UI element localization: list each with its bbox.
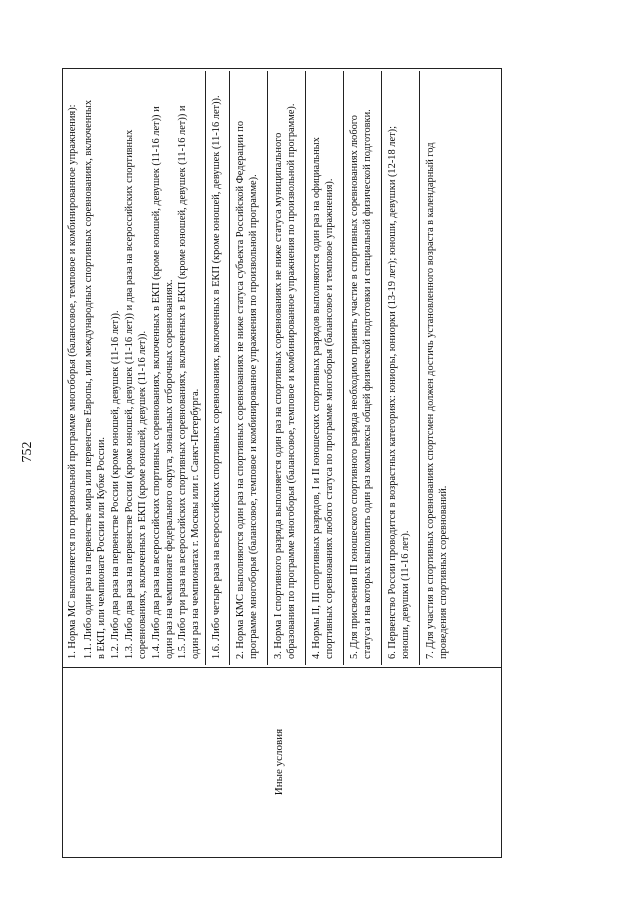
list-item: 7. Для участия в спортивных соревнованиях спортсмен должен достичь установленного возраста в календарный год проведения спортивных соревнований. [425, 142, 449, 659]
row-divider [205, 71, 206, 665]
list-item: 5. Для присвоения III юношеского спортивного разряда необходимо принять участие в спортивных соревнованиях любого статуса и на которых выполнить один раз комплексы общей физической подготовки и специальной физической подготовки. [349, 109, 373, 659]
list-item: 1.3. Либо два раза на первенстве России (кроме юношей, девушек (11-16 лет)) и два раза на всероссийских спортивных соревнованиях, включенных в ЕКП (кроме юношей, девушек (11-16 лет)). [124, 129, 148, 659]
list-item: 1.4. Либо два раза на всероссийских спортивных соревнованиях, включенных в ЕКП (кроме юношей, девушек (11-16 лет)) и один раз на чемпионате федерального округа, зональных отборочных соревнованиях. [151, 106, 175, 659]
list-item: 2. Норма КМС выполняются один раз на спортивных соревнованиях не ниже статуса субъекта Российской Федерации по программе многоборья (балансовое, темповое и комбинированное упражнения по произвольной программе). [235, 120, 259, 659]
row-divider [267, 71, 268, 665]
conditions-table [62, 68, 502, 858]
list-item: 1.2. Либо два раза на первенстве России (кроме юношей, девушек (11-16 лет)). [110, 310, 121, 659]
list-item: 4. Нормы II, III спортивных разрядов, I и II юношеских спортивных разрядов выполняются один раз на официальных спортивных соревнованиях любого статуса по программе многоборья (балансовое и темповое упражнения). [311, 137, 335, 659]
content-column [65, 73, 499, 665]
row-divider [305, 71, 306, 665]
list-item: 1. Норма МС выполняется по произвольной программе многоборья (балансовое, темповое и комбинированное упражнения): [67, 104, 78, 659]
list-item: 6. Первенство России проводится в возрастных категориях: юниоры, юниорки (13-19 лет); юноши, девушки (12-18 лет); юноши, девушки (11-16 лет). [387, 126, 411, 659]
list-item: 1.1. Либо один раз на первенстве мира или первенстве Европы, или международных спортивных соревнованиях, включенных в ЕКП, или чемпионате России или Кубке России. [83, 99, 107, 659]
list-item: 1.5. Либо три раза на всероссийских спортивных соревнованиях, включенных в ЕКП (кроме юношей, девушек (11-16 лет)) и один раз на чемпионатах г. Москвы или г. Санкт-Петербурга. [177, 105, 201, 659]
row-divider [419, 71, 420, 665]
row-divider [229, 71, 230, 665]
list-item: 1.6. Либо четыре раза на всероссийских спортивных соревнованиях, включенных в ЕКП (кроме юношей, девушек (11-16 лет)). [211, 95, 222, 659]
rotated-page-content [62, 68, 502, 858]
row-divider [343, 71, 344, 665]
label-column [63, 667, 501, 857]
page-number: 752 [20, 441, 35, 463]
row-divider [381, 71, 382, 665]
row-label: Иные условия [273, 728, 285, 796]
list-item: 3. Норма I спортивного разряда выполняется один раз на спортивных соревнованиях не ниже статуса муниципального образования по программе многоборья (балансовое, темповое и комбинированное упражнения по произвольной программе). [273, 103, 297, 659]
